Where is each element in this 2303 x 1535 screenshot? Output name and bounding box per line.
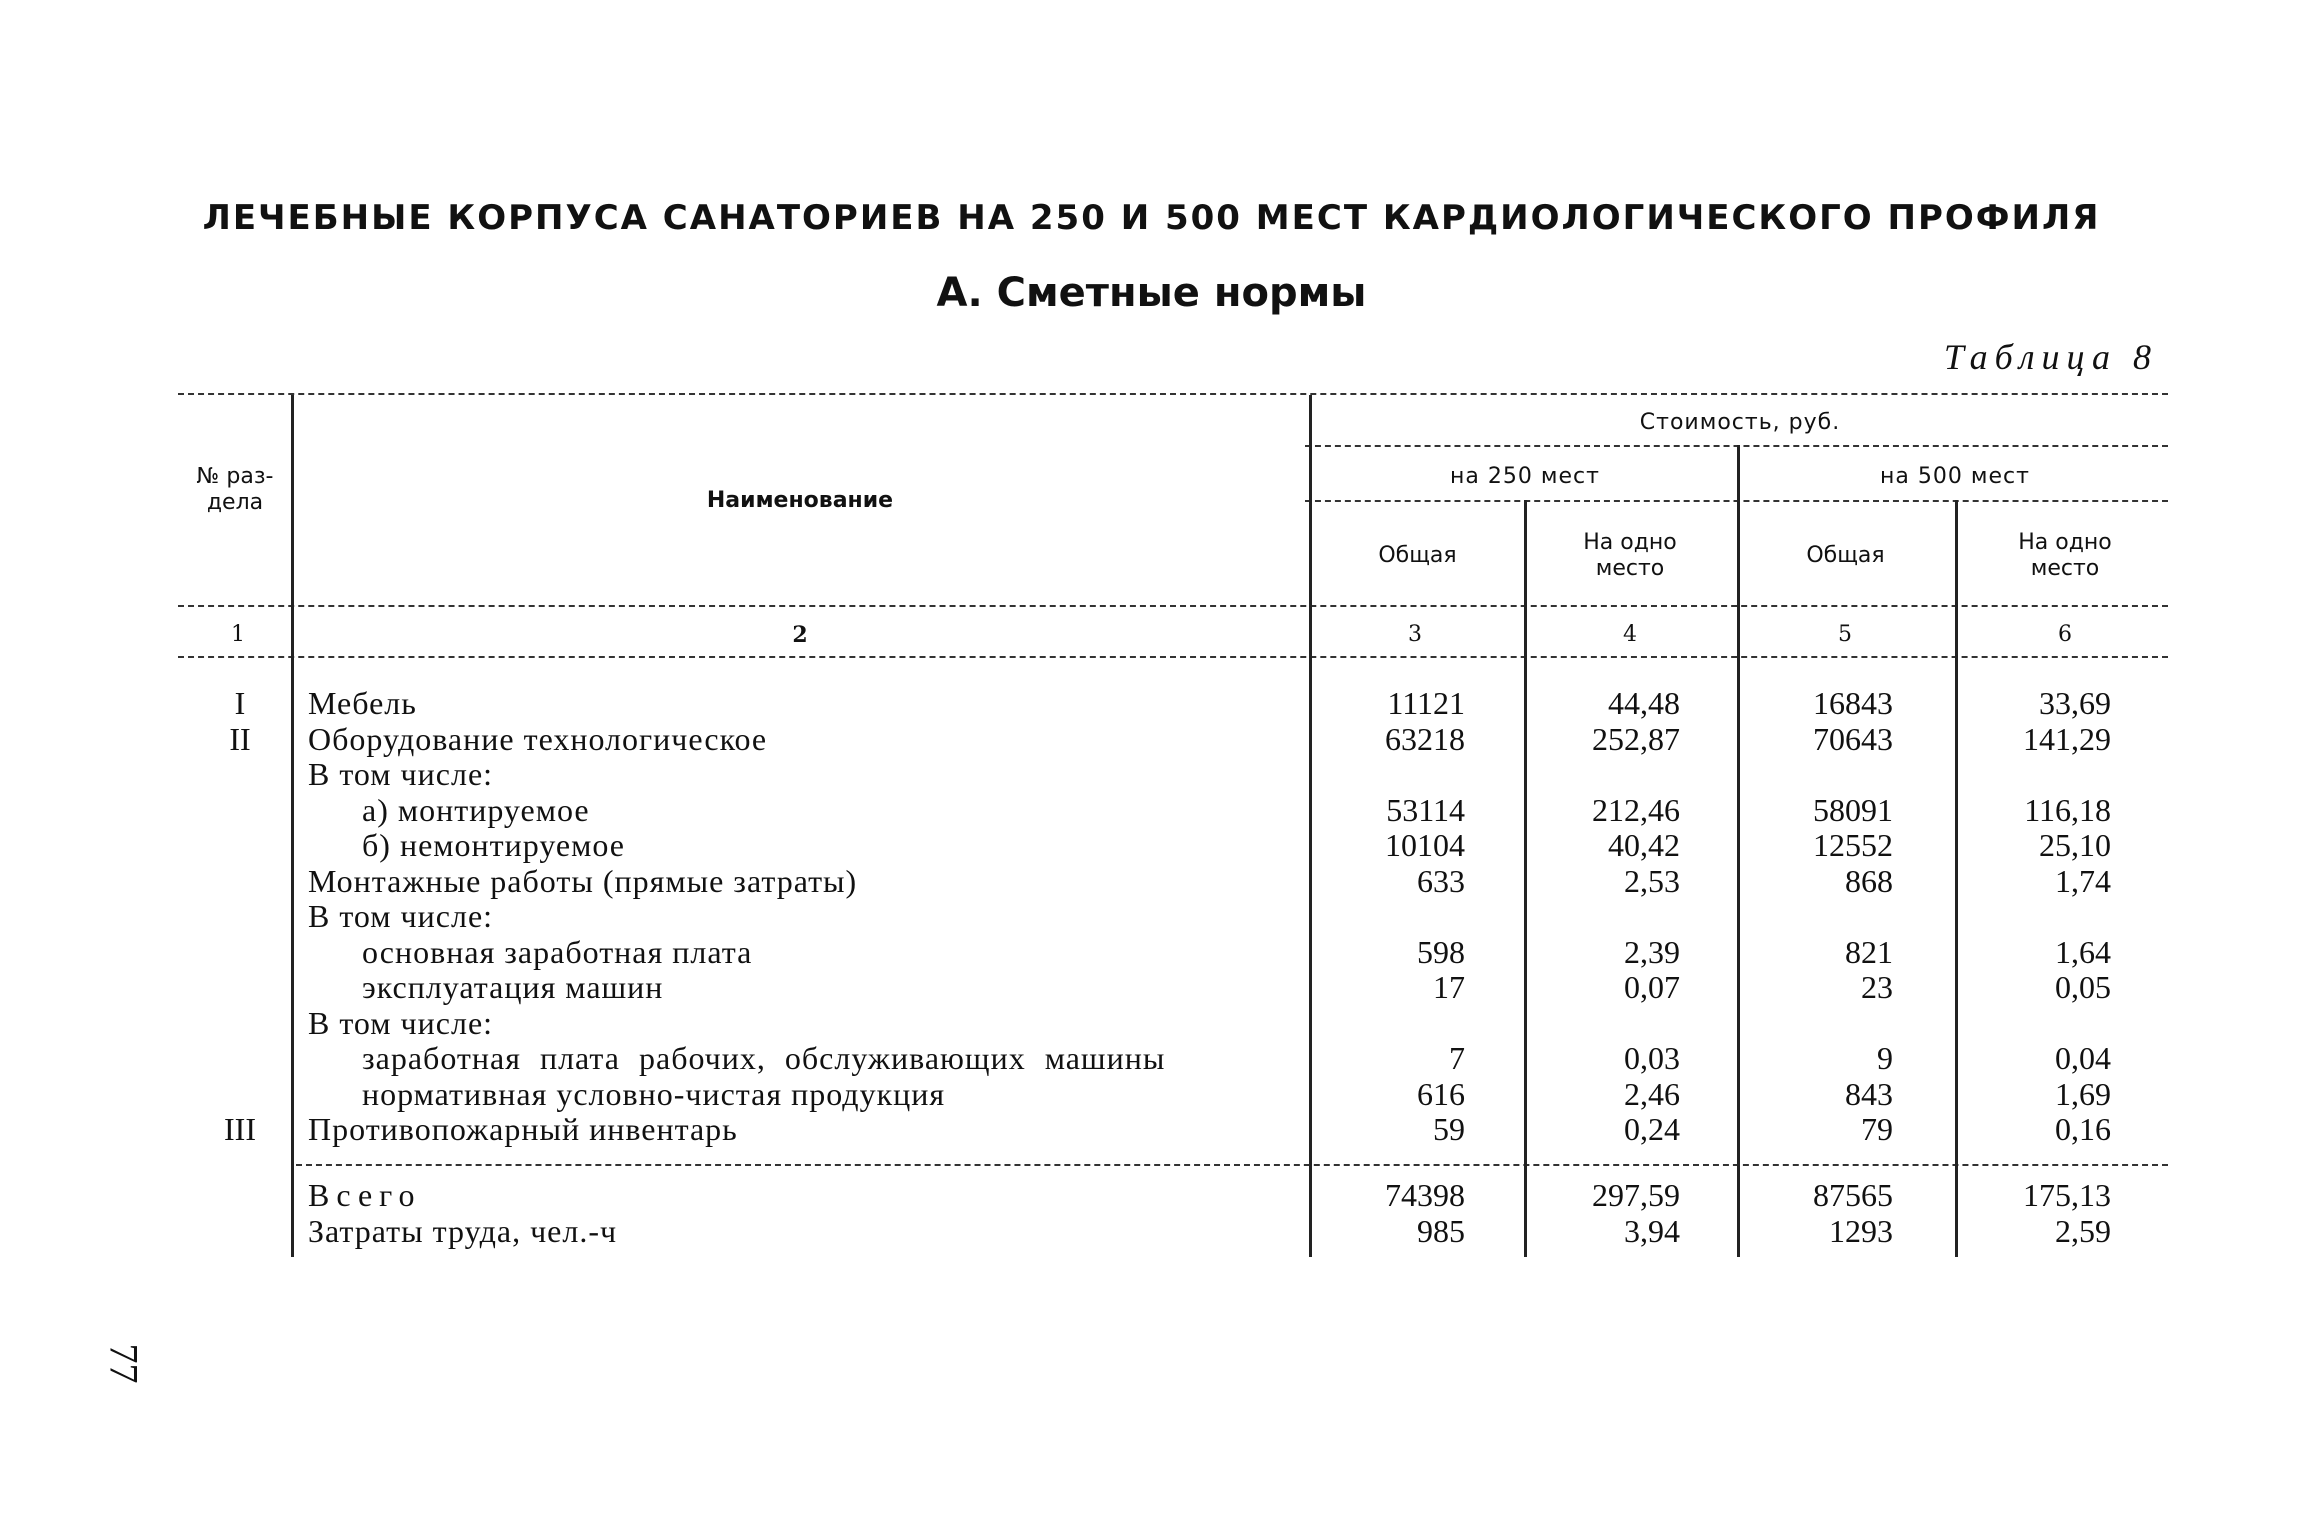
row-name: Монтажные работы (прямые затраты) xyxy=(308,862,858,899)
row-total-500: 58091 xyxy=(1813,791,1893,828)
row-per-place-500: 116,18 xyxy=(2024,791,2111,828)
row-per-place-250: 44,48 xyxy=(1608,685,1680,721)
row-total-500: 23 xyxy=(1861,969,1893,1005)
column-number-5: 5 xyxy=(1838,622,1852,647)
row-per-place-500: 0,05 xyxy=(2055,969,2111,1005)
row-name: Мебель xyxy=(308,685,417,721)
row-total-250: 10104 xyxy=(1385,827,1465,863)
totals-total-250: 985 xyxy=(1417,1212,1465,1249)
totals-per-place-500: 2,59 xyxy=(2055,1212,2111,1249)
row-name: Противопожарный инвентарь xyxy=(308,1111,738,1147)
row-name: Оборудование технологическое xyxy=(308,720,768,757)
row-name: В том числе: xyxy=(308,1004,494,1041)
totals-name: Затраты труда, чел.-ч xyxy=(308,1212,618,1249)
row-per-place-500: 25,10 xyxy=(2039,827,2111,863)
table-body xyxy=(0,686,2303,1148)
row-per-place-500: 1,64 xyxy=(2055,933,2111,970)
table-row xyxy=(0,828,2303,864)
row-name: а) монтируемое xyxy=(362,791,590,828)
row-name: эксплуатация машин xyxy=(362,969,664,1005)
row-per-place-250: 2,39 xyxy=(1624,933,1680,970)
table-row xyxy=(0,1112,2303,1148)
row-section: III xyxy=(224,1111,256,1147)
header-name: Наименование xyxy=(706,488,894,513)
table-totals xyxy=(0,1178,2303,1249)
column-number-4: 4 xyxy=(1623,622,1637,647)
row-total-500: 16843 xyxy=(1813,685,1893,721)
column-numbers-rule xyxy=(178,656,2168,658)
page-number: 77 xyxy=(101,1343,147,1384)
table-row xyxy=(0,1041,2303,1077)
row-total-500: 868 xyxy=(1845,862,1893,899)
totals-total-500: 1293 xyxy=(1829,1212,1893,1249)
row-per-place-250: 0,07 xyxy=(1624,969,1680,1005)
totals-row xyxy=(0,1178,2303,1214)
table-row xyxy=(0,686,2303,722)
totals-row xyxy=(0,1214,2303,1250)
row-total-250: 63218 xyxy=(1385,720,1465,757)
row-total-250: 17 xyxy=(1433,969,1465,1005)
totals-name: Всего xyxy=(308,1177,422,1213)
row-per-place-250: 212,46 xyxy=(1592,791,1680,828)
row-per-place-500: 0,16 xyxy=(2055,1111,2111,1147)
header-250-places: на 250 мест xyxy=(1450,464,1600,489)
row-total-250: 11121 xyxy=(1387,685,1465,721)
totals-rule xyxy=(296,1164,2168,1166)
row-section: I xyxy=(234,685,246,721)
table-label: Таблица 8 xyxy=(1943,337,2158,377)
row-total-250: 53114 xyxy=(1386,791,1465,828)
totals-total-250: 74398 xyxy=(1385,1177,1465,1213)
table-row xyxy=(0,793,2303,829)
row-name: В том числе: xyxy=(308,756,494,792)
header-500-places: на 500 мест xyxy=(1880,464,2030,489)
column-number-6: 6 xyxy=(2058,622,2072,647)
totals-total-500: 87565 xyxy=(1813,1177,1893,1213)
header-per-place-500: На одно место xyxy=(2018,530,2112,581)
row-per-place-250: 40,42 xyxy=(1608,827,1680,863)
header-total-250: Общая xyxy=(1378,543,1457,568)
totals-per-place-500: 175,13 xyxy=(2023,1177,2111,1213)
row-per-place-250: 0,03 xyxy=(1624,1040,1680,1076)
row-total-250: 616 xyxy=(1417,1075,1465,1112)
table-row xyxy=(0,970,2303,1006)
row-total-500: 79 xyxy=(1861,1111,1893,1147)
row-per-place-500: 1,69 xyxy=(2055,1075,2111,1112)
row-per-place-500: 1,74 xyxy=(2055,862,2111,899)
row-name: В том числе: xyxy=(308,898,494,934)
totals-per-place-250: 297,59 xyxy=(1592,1177,1680,1213)
table-row xyxy=(0,1006,2303,1042)
row-section: II xyxy=(229,720,251,757)
row-per-place-250: 252,87 xyxy=(1592,720,1680,757)
row-total-250: 7 xyxy=(1449,1040,1465,1076)
table-row xyxy=(0,722,2303,758)
header-per-place-250: На одно место xyxy=(1583,530,1677,581)
row-name: основная заработная плата xyxy=(362,933,753,970)
row-per-place-500: 33,69 xyxy=(2039,685,2111,721)
row-per-place-500: 0,04 xyxy=(2055,1040,2111,1076)
table-row xyxy=(0,1077,2303,1113)
table-row xyxy=(0,864,2303,900)
row-per-place-250: 2,46 xyxy=(1624,1075,1680,1112)
table-row xyxy=(0,935,2303,971)
document-subtitle: А. Сметные нормы xyxy=(936,270,1367,316)
document-title: ЛЕЧЕБНЫЕ КОРПУСА САНАТОРИЕВ НА 250 И 500 МЕСТ КАРДИОЛОГИЧЕСКОГО ПРОФИЛЯ xyxy=(202,198,2101,238)
header-section-no: № раз- дела xyxy=(196,464,274,515)
row-total-250: 59 xyxy=(1433,1111,1465,1147)
row-per-place-250: 0,24 xyxy=(1624,1111,1680,1147)
header-bottom-rule xyxy=(178,605,2168,607)
header-total-500: Общая xyxy=(1806,543,1885,568)
row-total-500: 12552 xyxy=(1813,827,1893,863)
table-row xyxy=(0,899,2303,935)
table-row xyxy=(0,757,2303,793)
column-number-1: 1 xyxy=(231,622,245,647)
totals-per-place-250: 3,94 xyxy=(1624,1212,1680,1249)
row-total-500: 843 xyxy=(1845,1075,1893,1112)
row-total-500: 821 xyxy=(1845,933,1893,970)
row-per-place-250: 2,53 xyxy=(1624,862,1680,899)
row-name: нормативная условно-чистая продукция xyxy=(362,1075,946,1112)
table-top-rule xyxy=(178,393,2168,395)
row-name: б) немонтируемое xyxy=(362,827,625,863)
row-per-place-500: 141,29 xyxy=(2023,720,2111,757)
row-total-500: 70643 xyxy=(1813,720,1893,757)
row-name: заработная плата рабочих, обслуживающих машины xyxy=(362,1040,1166,1076)
row-total-250: 633 xyxy=(1417,862,1465,899)
row-total-500: 9 xyxy=(1877,1040,1893,1076)
header-cost: Стоимость, руб. xyxy=(1639,410,1841,435)
row-total-250: 598 xyxy=(1417,933,1465,970)
column-number-2: 2 xyxy=(792,622,808,648)
column-number-3: 3 xyxy=(1408,622,1422,647)
